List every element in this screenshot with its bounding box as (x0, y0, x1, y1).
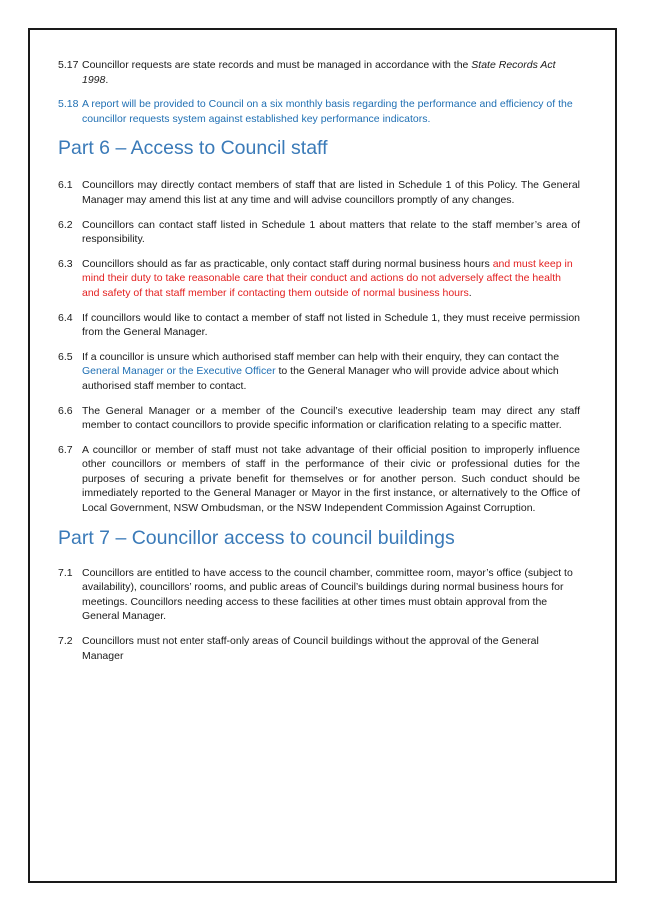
clause-text: If a councillor is unsure which authorised staff member can help with their enquiry, they can contact the (82, 350, 560, 363)
clause-number: 6.2 (58, 218, 73, 231)
clause-7-1 (58, 566, 580, 624)
clause-6-6 (58, 404, 580, 433)
clause-italic-text: State Records Act 1998 (82, 59, 556, 86)
clause-text: A report will be provided to Council on a six monthly basis regarding the performance and efficiency of the councillor requests system against established key performance indicators. (82, 98, 573, 125)
clause-text-end: . (468, 286, 472, 299)
clause-6-5 (58, 350, 580, 394)
clause-text: Councillors must not enter staff-only areas of Council buildings without the approval of the General Manager (82, 635, 539, 662)
clause-6-3 (58, 257, 580, 301)
clause-red-text: and must keep in mind their duty to take reasonable care that their conduct and actions do not adversely affect the health and safety of that staff member if contacting them outside of normal business hours (82, 257, 573, 299)
clause-number: 5.17 (58, 59, 79, 71)
clause-text: Councillors can contact staff listed in Schedule 1 about matters that relate to the staff member’s area of responsibility. (82, 218, 580, 246)
clause-text-end: to the General Manager who will provide advice about which authorised staff member to contact. (82, 365, 559, 392)
clause-6-1 (58, 178, 580, 207)
clause-blue-text: General Manager or the Executive Officer (82, 365, 276, 378)
clause-text: A councillor or member of staff must not take advantage of their official position to improperly influence other councillors or members of staff in the performance of their civic or professional duties for the purposes of securing a private benefit for themselves or for another person. Such conduct should be immediately reported to the General Manager or Mayor in the first instance, or alternatively to the Office of Local Government, NSW Ombudsman, or the NSW Independent Commission Against Corruption. (82, 443, 580, 515)
clause-number: 7.2 (58, 635, 73, 648)
document-body (58, 58, 580, 673)
clause-number: 6.7 (58, 443, 73, 456)
clause-5-17 (58, 58, 580, 87)
clause-text: Councillors may directly contact members of staff that are listed in Schedule 1 of this Policy. The General Manager may amend this list at any time and will advise councillors promptly of any changes. (82, 179, 580, 206)
clause-5-18 (58, 97, 580, 126)
clause-text: Councillor requests are state records and must be managed in accordance with the (82, 59, 472, 71)
clause-number: 6.1 (58, 179, 73, 192)
clause-6-4 (58, 311, 580, 340)
clause-number: 6.5 (58, 350, 73, 363)
clause-7-2 (58, 634, 580, 663)
clause-number: 7.1 (58, 566, 73, 579)
clause-number: 5.18 (58, 98, 79, 111)
clause-6-2 (58, 218, 580, 247)
clause-6-7 (58, 443, 580, 516)
clause-text: The General Manager or a member of the Council’s executive leadership team may direct any staff member to contact councillors to provide specific information or clarification relating to a specific matter. (82, 404, 580, 432)
part-6-heading: Part 6 – Access to Council staff (58, 137, 328, 160)
part-7-heading: Part 7 – Councillor access to council buildings (58, 526, 455, 549)
clause-text-end: . (105, 73, 109, 86)
clause-text: Councillors should as far as practicable, only contact staff during normal business hours (82, 257, 493, 270)
clause-text: If councillors would like to contact a member of staff not listed in Schedule 1, they must receive permission from the General Manager. (82, 311, 580, 339)
clause-text: Councillors are entitled to have access to the council chamber, committee room, mayor’s office (subject to availability), councillors’ rooms, and public areas of Council’s buildings during normal business hours for meetings. Councillors needing access to these facilities at other times must obtain approval from the General Manager. (82, 566, 573, 623)
clause-number: 6.3 (58, 257, 73, 270)
clause-number: 6.6 (58, 404, 73, 417)
clause-number: 6.4 (58, 311, 73, 324)
